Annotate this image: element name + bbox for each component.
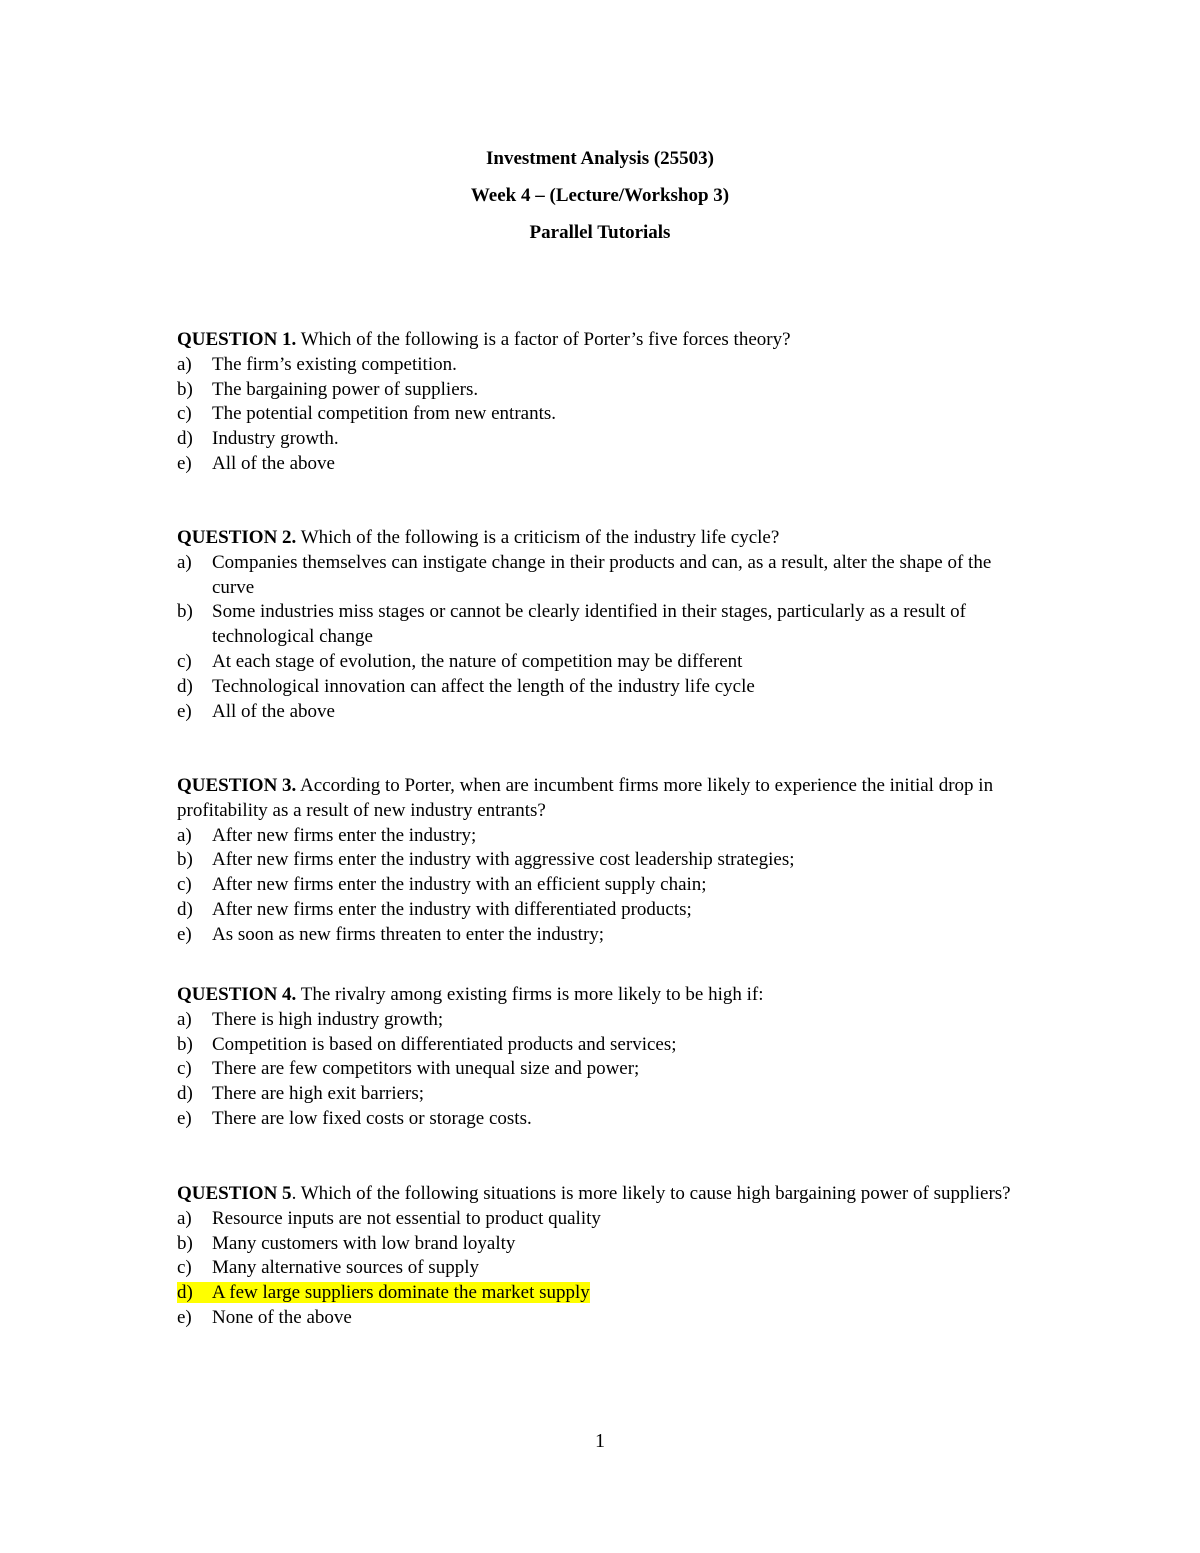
option-letter: a) [177, 551, 192, 573]
option-letter: e) [177, 452, 192, 474]
option-letter: d) [177, 1083, 193, 1105]
option-letter: b) [177, 1033, 193, 1055]
option-b [177, 1033, 1037, 1058]
option-text: At each stage of evolution, the nature of competition may be different [212, 650, 743, 672]
option-list [177, 824, 1037, 948]
option-d [177, 1082, 1037, 1107]
option-letter: b) [177, 1232, 193, 1254]
option-gap [193, 1282, 212, 1303]
option-b [177, 848, 1037, 873]
option-text: A few large suppliers dominate the market supply [211, 1282, 590, 1304]
question-text: According to Porter, when are incumbent firms more likely to experience the initial drop in profitability as a result of new industry entrants? [177, 775, 994, 821]
option-c [177, 402, 1037, 427]
option-a [177, 551, 1037, 601]
option-text: There are few competitors with unequal size and power; [212, 1058, 640, 1080]
option-letter: e) [177, 1107, 192, 1129]
option-text: Many alternative sources of supply [212, 1257, 479, 1279]
option-a [177, 1008, 1037, 1033]
option-text: The potential competition from new entrants. [212, 403, 557, 425]
question-text: Which of the following is a criticism of the industry life cycle? [296, 527, 780, 548]
option-text: There are low fixed costs or storage costs. [212, 1107, 532, 1129]
question-text: . Which of the following situations is more likely to cause high bargaining power of suppliers? [291, 1183, 1011, 1204]
option-text: All of the above [212, 700, 335, 722]
question-prompt [177, 526, 1037, 551]
option-text: All of the above [212, 452, 335, 474]
option-d-highlighted-answer [177, 1281, 1037, 1306]
option-letter: d) [177, 898, 193, 920]
option-list [177, 1207, 1037, 1331]
option-d [177, 898, 1037, 923]
option-b [177, 378, 1037, 403]
option-letter: e) [177, 700, 192, 722]
option-e [177, 700, 1037, 725]
option-text: Many customers with low brand loyalty [212, 1232, 516, 1254]
option-text: Industry growth. [212, 428, 339, 450]
question-text: Which of the following is a factor of Porter’s five forces theory? [296, 329, 791, 350]
option-letter: e) [177, 923, 192, 945]
option-list [177, 551, 1037, 725]
option-text: After new firms enter the industry with differentiated products; [212, 898, 692, 920]
question-4 [177, 983, 1037, 1132]
option-letter: b) [177, 378, 193, 400]
option-text: The bargaining power of suppliers. [212, 378, 479, 400]
option-text: There are high exit barriers; [212, 1083, 425, 1105]
question-2 [177, 526, 1037, 724]
question-prompt [177, 1182, 1037, 1207]
page-number: 1 [595, 1430, 605, 1452]
option-letter: b) [177, 849, 193, 871]
option-letter: a) [177, 1207, 192, 1229]
option-e [177, 1107, 1037, 1132]
option-letter: a) [177, 824, 192, 846]
week-title: Week 4 – (Lecture/Workshop 3) [470, 185, 730, 206]
option-c [177, 1256, 1037, 1281]
option-letter: a) [177, 1008, 192, 1030]
option-text: Resource inputs are not essential to product quality [212, 1207, 601, 1229]
option-d [177, 675, 1037, 700]
option-letter: c) [177, 1058, 192, 1080]
option-a [177, 1207, 1037, 1232]
option-letter: b) [177, 601, 193, 623]
question-label: QUESTION 2. [177, 527, 297, 548]
option-letter: e) [177, 1306, 192, 1328]
option-text: Competition is based on differentiated products and services; [212, 1033, 677, 1055]
question-label: QUESTION 1. [177, 329, 297, 350]
option-letter: d) [177, 1282, 193, 1304]
option-letter: c) [177, 1257, 192, 1279]
course-title: Investment Analysis (25503) [485, 148, 714, 169]
option-c [177, 1057, 1037, 1082]
option-letter: c) [177, 403, 192, 425]
option-letter: d) [177, 675, 193, 697]
option-text: Some industries miss stages or cannot be clearly identified in their stages, particularly as a result of technological change [212, 601, 966, 648]
question-label: QUESTION 5 [177, 1183, 292, 1204]
option-c [177, 650, 1037, 675]
option-e [177, 452, 1037, 477]
option-letter: c) [177, 650, 192, 672]
option-a [177, 353, 1037, 378]
answer-highlight [177, 1282, 590, 1303]
option-c [177, 873, 1037, 898]
option-e [177, 923, 1037, 948]
option-letter: a) [177, 353, 192, 375]
option-text: There is high industry growth; [212, 1008, 444, 1030]
tutorial-subtitle: Parallel Tutorials [529, 222, 671, 243]
question-5 [177, 1182, 1037, 1331]
option-text: After new firms enter the industry with an efficient supply chain; [212, 874, 707, 896]
question-label: QUESTION 4. [177, 984, 297, 1005]
option-text: Technological innovation can affect the length of the industry life cycle [212, 675, 755, 697]
option-b [177, 600, 1037, 650]
option-text: The firm’s existing competition. [212, 353, 457, 375]
question-prompt [177, 983, 1037, 1008]
question-label: QUESTION 3. [177, 775, 297, 796]
option-a [177, 824, 1037, 849]
question-prompt [177, 328, 1037, 353]
option-letter: d) [177, 428, 193, 450]
option-letter: c) [177, 874, 192, 896]
option-text: After new firms enter the industry with aggressive cost leadership strategies; [212, 849, 795, 871]
option-text: None of the above [212, 1306, 352, 1328]
document-header [0, 140, 1200, 251]
option-b [177, 1232, 1037, 1257]
option-d [177, 427, 1037, 452]
question-text: The rivalry among existing firms is more likely to be high if: [296, 984, 764, 1005]
question-3 [177, 774, 1037, 948]
question-prompt [177, 774, 1037, 824]
option-text: Companies themselves can instigate change in their products and can, as a result, alter the shape of the curve [212, 551, 992, 598]
option-text: After new firms enter the industry; [212, 824, 477, 846]
option-list [177, 1008, 1037, 1132]
question-1 [177, 328, 1037, 477]
option-text: As soon as new firms threaten to enter the industry; [212, 923, 605, 945]
option-e [177, 1306, 1037, 1331]
option-list [177, 353, 1037, 477]
